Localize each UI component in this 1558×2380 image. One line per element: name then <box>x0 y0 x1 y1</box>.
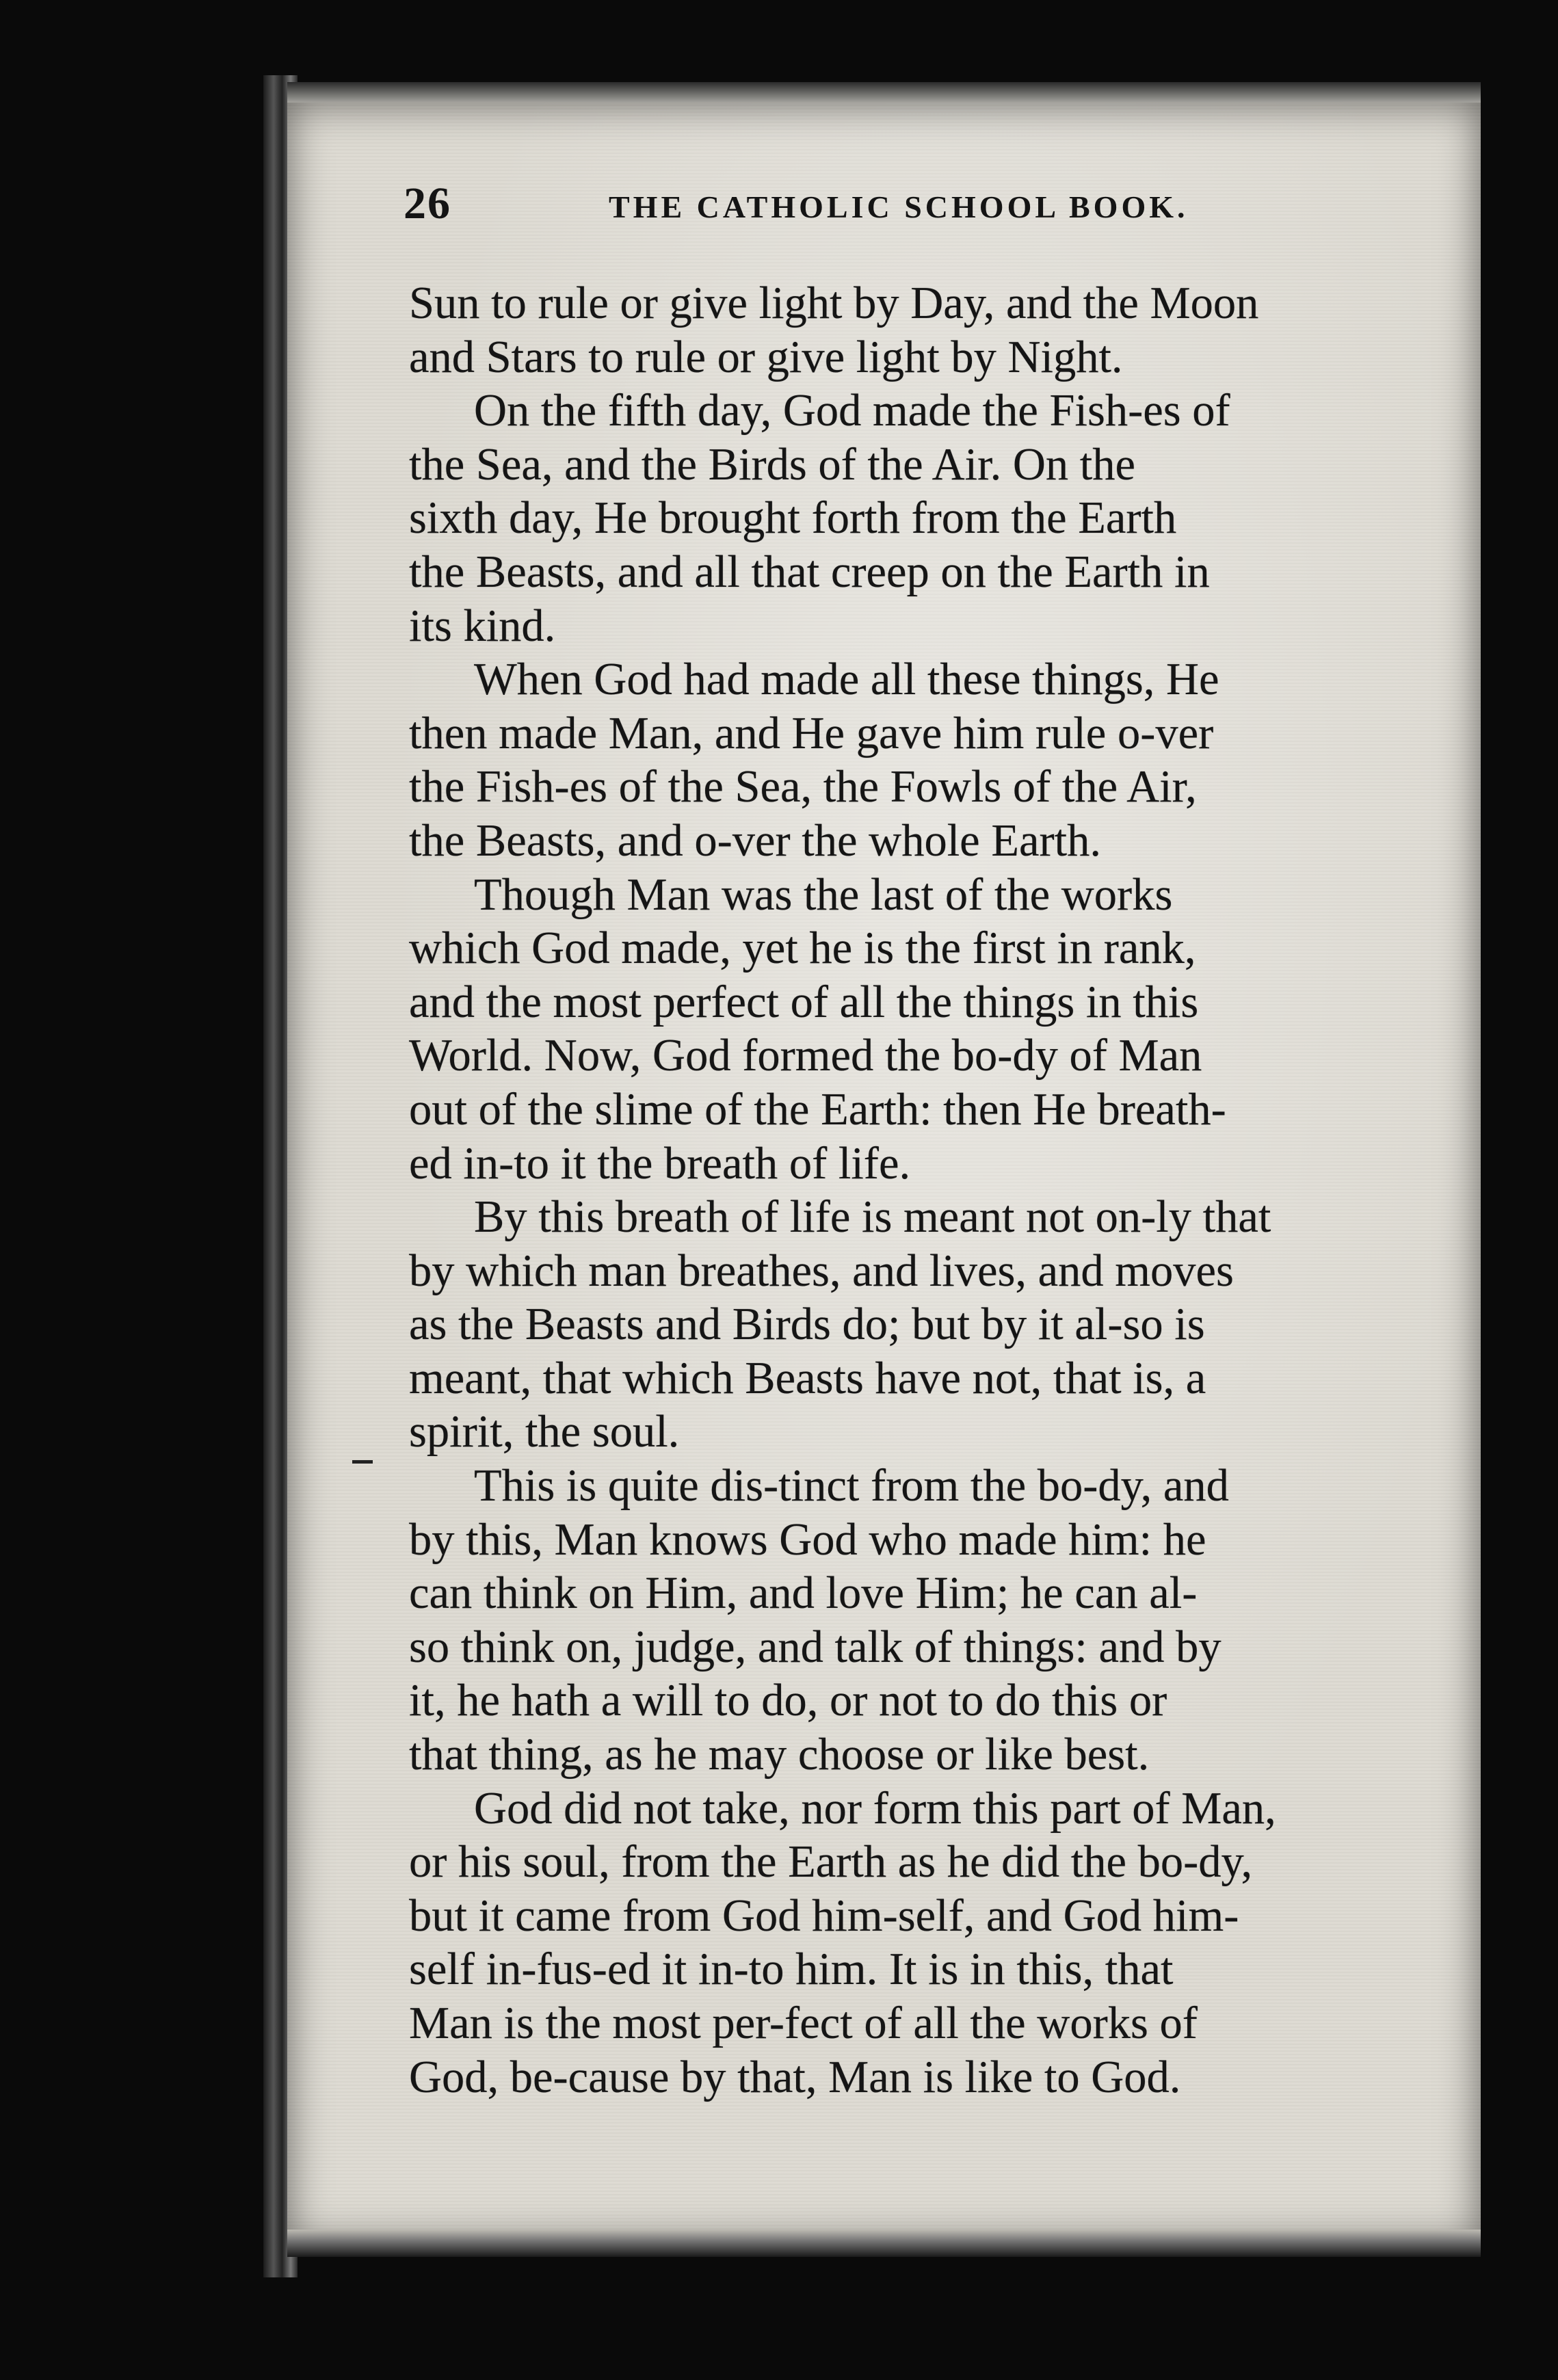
text-line: spirit, the soul. <box>409 1407 680 1457</box>
text-line: by which man breathes, and lives, and moves <box>409 1245 1234 1296</box>
text-line: which God made, yet he is the first in rank, <box>409 923 1196 974</box>
page-body-text <box>409 277 1442 2104</box>
text-line: by this, Man knows God who made him: he <box>409 1514 1206 1565</box>
page-number: 26 <box>404 178 451 228</box>
text-line: the Beasts, and all that creep on the Earth in <box>409 546 1210 597</box>
text-line: so think on, judge, and talk of things: and by <box>409 1622 1222 1672</box>
text-line: the Fish-es of the Sea, the Fowls of the Air, <box>409 762 1197 812</box>
margin-dash-mark <box>352 1460 373 1464</box>
text-line: World. Now, God formed the bo-dy of Man <box>409 1031 1202 1081</box>
text-line: or his soul, from the Earth as he did the bo-dy, <box>409 1837 1253 1888</box>
text-line: its kind. <box>409 600 556 651</box>
text-line: ed in-to it the breath of life. <box>409 1138 911 1189</box>
text-line: God, be-cause by that, Man is like to God. <box>409 2052 1181 2102</box>
page-bottom-edge <box>287 2230 1481 2257</box>
text-line: On the fifth day, God made the Fish-es of <box>474 386 1230 436</box>
text-line: When God had made all these things, He <box>474 654 1219 705</box>
running-head: THE CATHOLIC SCHOOL BOOK. <box>609 189 1189 224</box>
text-line: can think on Him, and love Him; he can al- <box>409 1568 1198 1619</box>
text-line: This is quite dis-tinct from the bo-dy, and <box>474 1461 1229 1511</box>
text-line: then made Man, and He gave him rule o-ver <box>409 708 1214 758</box>
text-line: the Beasts, and o-ver the whole Earth. <box>409 815 1101 866</box>
text-line: meant, that which Beasts have not, that is, a <box>409 1353 1206 1403</box>
text-line: but it came from God him-self, and God him- <box>409 1890 1239 1941</box>
text-line: Sun to rule or give light by Day, and the Moon <box>409 278 1259 328</box>
text-line: God did not take, nor form this part of Man, <box>474 1783 1276 1834</box>
text-line: as the Beasts and Birds do; but by it al-so is <box>409 1299 1205 1350</box>
text-line: Though Man was the last of the works <box>474 869 1173 920</box>
text-line: it, he hath a will to do, or not to do this or <box>409 1676 1167 1726</box>
text-line: By this breath of life is meant not on-ly that <box>474 1192 1271 1243</box>
page-header <box>404 171 1470 246</box>
text-line: sixth day, He brought forth from the Earth <box>409 493 1177 544</box>
text-line: and Stars to rule or give light by Night. <box>409 332 1123 382</box>
text-line: that thing, as he may choose or like best. <box>409 1730 1150 1780</box>
text-line: the Sea, and the Birds of the Air. On the <box>409 439 1135 490</box>
text-line: and the most perfect of all the things in this <box>409 977 1199 1027</box>
text-line: self in-fus-ed it in-to him. It is in this, that <box>409 1944 1174 1995</box>
text-line: out of the slime of the Earth: then He breath- <box>409 1084 1226 1135</box>
text-line: Man is the most per-fect of all the works of <box>409 1998 1198 2048</box>
